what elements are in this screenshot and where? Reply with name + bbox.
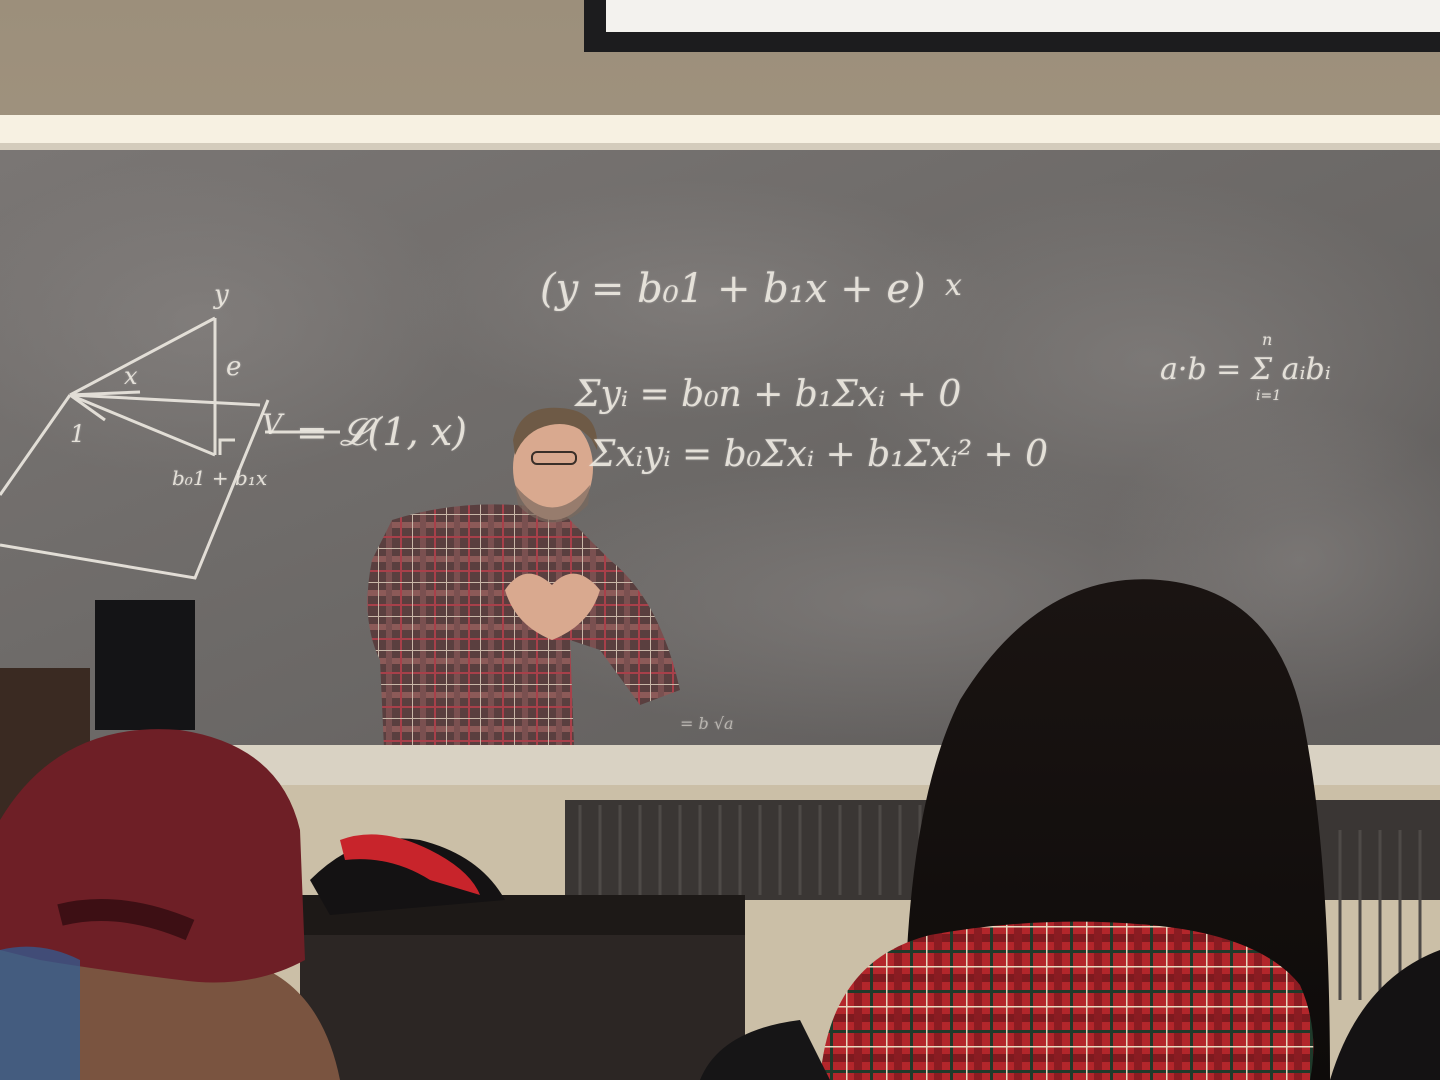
chalk-dot-upper: n — [1262, 330, 1273, 349]
chalk-diagram-x: x — [124, 362, 138, 390]
chalk-dot-product: a·b = Σ aᵢbᵢ — [1160, 352, 1331, 387]
chalk-diagram-e: e — [226, 352, 242, 382]
chalk-normal-equation-1: Σyᵢ = b₀n + b₁Σxᵢ + 0 — [575, 374, 962, 415]
chalk-diagram-one: 1 — [70, 420, 86, 448]
chalk-lower-scribble: = b √a — [680, 714, 734, 733]
chalk-diagram-projection: b₀1 + b₁x — [172, 466, 268, 490]
chalk-diagram-V: V — [262, 408, 283, 441]
monitor — [95, 600, 195, 730]
chalk-normal-equation-2: Σxᵢyᵢ = b₀Σxᵢ + b₁Σxᵢ² + 0 — [590, 434, 1049, 475]
chalk-diagram-y: y — [214, 280, 229, 310]
projector-screen — [606, 0, 1440, 32]
chalk-diagram-span: = 𝓛(1, x) — [296, 410, 467, 454]
chalk-model-equation: (y = b₀1 + b₁x + e) — [540, 266, 926, 312]
light-strip — [0, 115, 1440, 145]
chalk-dot-lower: i=1 — [1256, 388, 1282, 404]
chalk-x-vector: x — [945, 268, 962, 303]
